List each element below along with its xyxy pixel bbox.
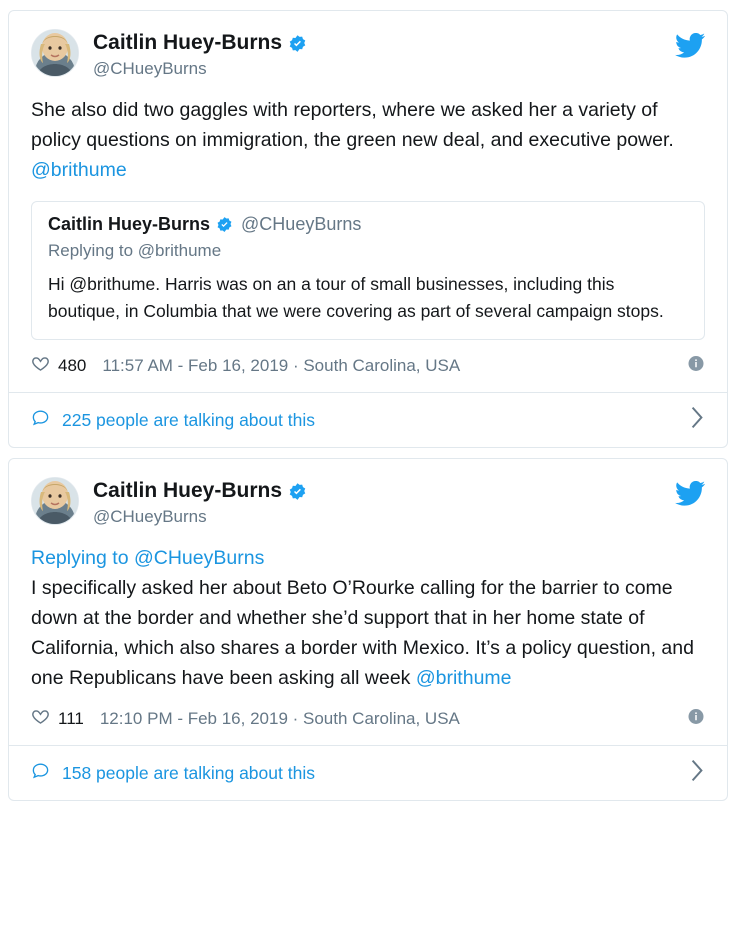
talking-about-text[interactable]: 158 people are talking about this (62, 762, 315, 783)
mention-link[interactable]: @brithume (415, 667, 512, 689)
handle[interactable]: @CHueyBurns (93, 507, 207, 526)
heart-icon[interactable] (31, 354, 50, 378)
tweet-timestamp[interactable]: 12:10 PM - Feb 16, 2019 · South Carolina, USA (99, 709, 460, 728)
tweet-timestamp[interactable]: 11:57 AM - Feb 16, 2019 · South Carolina, USA (102, 356, 461, 375)
verified-badge-icon (288, 34, 307, 53)
tweet-header (31, 29, 705, 81)
twitter-bird-icon[interactable] (675, 481, 705, 511)
mention-link[interactable]: @brithume (31, 159, 127, 181)
tweet-body (9, 459, 727, 693)
verified-badge-icon (216, 216, 233, 233)
tweet-header (31, 477, 705, 529)
avatar-image (32, 30, 78, 76)
info-icon[interactable] (687, 355, 705, 378)
talking-about-row[interactable] (9, 746, 727, 800)
chevron-right-icon[interactable] (689, 407, 705, 434)
info-icon[interactable] (687, 708, 705, 731)
tweet-text (31, 95, 705, 185)
display-name: Caitlin Huey-Burns (93, 479, 283, 502)
name-block (93, 29, 307, 81)
verified-badge-icon (288, 482, 307, 501)
tweet-text-main: I specifically asked her about Beto O’Rourke calling for the barrier to come down at the border and whether she’d support that in her home state of California, which also shares a border with Mexico. It’s a policy question, and one Republicans have been asking all week (31, 577, 694, 689)
quoted-handle: @CHueyBurns (241, 214, 362, 234)
tweet-card[interactable] (8, 458, 728, 801)
quoted-text: Hi @brithume. Harris was on an a tour of small businesses, including this boutique, in Columbia that we were covering as part of several campaign stops. (48, 274, 664, 321)
tweet-text-main: She also did two gaggles with reporters, where we asked her a variety of policy questions on immigration, the green new deal, and executive power. (31, 99, 674, 151)
avatar[interactable] (31, 29, 79, 77)
name-row (93, 478, 307, 504)
tweet-text (31, 573, 705, 693)
comment-icon (31, 408, 50, 432)
tweet-meta-row (9, 340, 727, 392)
display-name: Caitlin Huey-Burns (93, 31, 283, 54)
quoted-display-name: Caitlin Huey-Burns (48, 214, 211, 234)
name-block (93, 477, 307, 529)
handle[interactable]: @CHueyBurns (93, 59, 207, 78)
tweet-meta-row (9, 693, 727, 745)
heart-icon[interactable] (31, 707, 50, 731)
comment-icon (31, 761, 50, 785)
like-count: 480 (58, 356, 87, 375)
like-count: 111 (58, 709, 84, 728)
avatar-image (32, 478, 78, 524)
talking-about-text[interactable]: 225 people are talking about this (62, 409, 315, 430)
tweet-embed-page (0, 10, 736, 936)
tweet-card[interactable] (8, 10, 728, 448)
name-row (93, 30, 307, 56)
replying-to[interactable]: Replying to @CHueyBurns (31, 547, 265, 569)
like-group[interactable] (31, 707, 84, 731)
tweet-body (9, 11, 727, 340)
twitter-bird-icon[interactable] (675, 33, 705, 63)
quoted-tweet[interactable] (31, 201, 705, 340)
avatar[interactable] (31, 477, 79, 525)
quoted-replying-to: Replying to @brithume (48, 241, 222, 260)
quoted-tweet-header (48, 214, 688, 235)
talking-about-row[interactable] (9, 393, 727, 447)
like-group[interactable] (31, 354, 86, 378)
chevron-right-icon[interactable] (689, 760, 705, 787)
